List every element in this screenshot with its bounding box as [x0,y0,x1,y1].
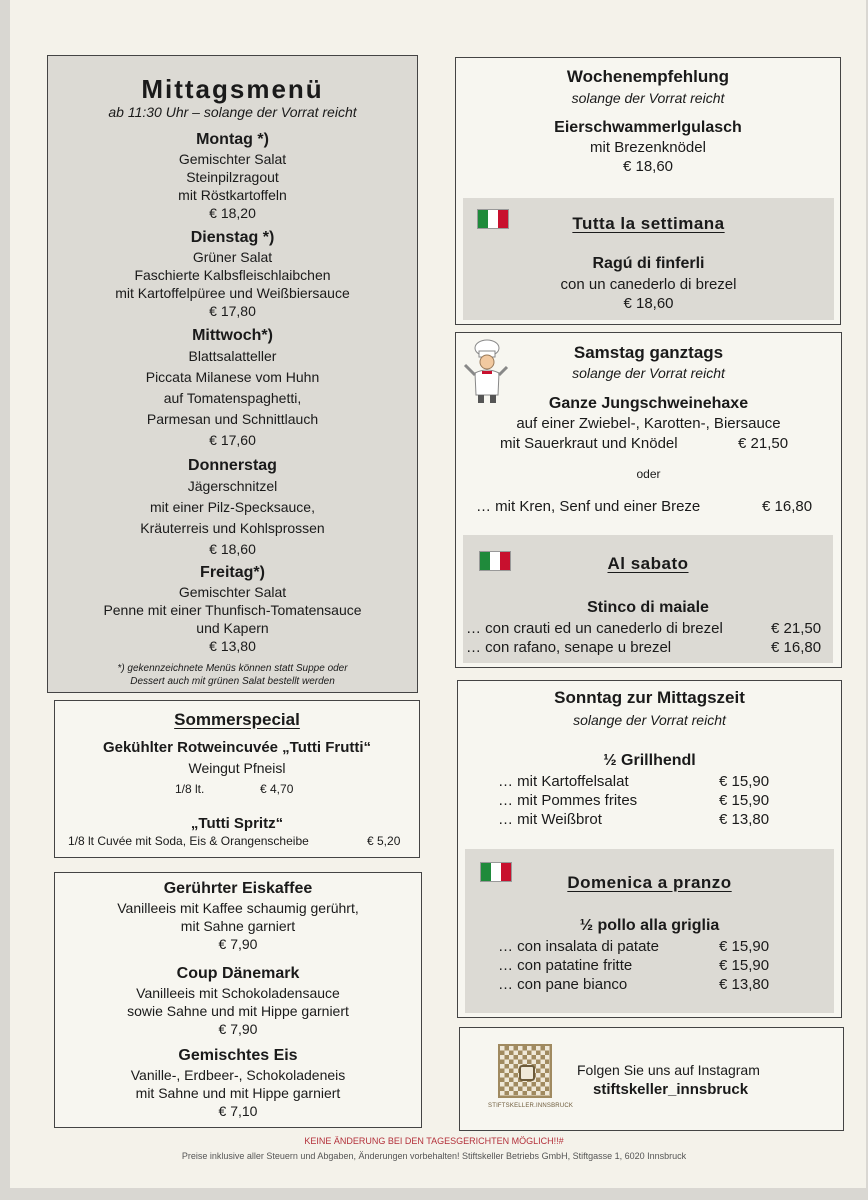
woche-it-price: € 18,60 [623,295,674,312]
sonntag-it-title: Domenica a pranzo [567,873,732,892]
woche-title: Wochenempfehlung [566,67,730,86]
dish-line: Penne mit einer Thunfisch-Tomatensauce [103,602,362,618]
dessert-line: Vanilleeis mit Kaffee schaumig gerührt, [117,900,359,916]
sonntag-it-dish: ½ pollo alla griglia [579,917,720,934]
instagram-handle[interactable]: stiftskeller_innsbruck [593,1081,749,1098]
menu-day-monday [48,130,417,222]
mittagsmenu-box [47,55,418,693]
dish-line: mit einer Pilz-Specksauce, [150,499,315,515]
sonntag-it-item-price: € 15,90 [719,957,770,974]
sommerspecial-box [54,700,420,858]
sonntag-it-item-label: … con insalata di patate [498,938,659,955]
sonntag-title: Sonntag zur Mittagszeit [554,688,745,707]
sonntag-item-label: … mit Kartoffelsalat [498,773,629,790]
woche-dish: Eierschwammerlgulasch [554,119,742,136]
sonntag-italian-panel [465,849,834,1013]
sonntag-dish: ½ Grillhendl [603,752,696,769]
menu-day-thursday [48,456,417,560]
woche-side: mit Brezenknödel [590,139,706,156]
spritz-price: € 5,20 [367,834,401,848]
footer-warning: KEINE ÄNDERUNG BEI DEN TAGESGERICHTEN MÖGLICH!!# [304,1136,564,1146]
samstag-price2: € 16,80 [762,498,813,515]
menu-day-wednesday [48,326,417,451]
dessert-item [55,964,421,1038]
dessert-line: Vanille-, Erdbeer-, Schokoladeneis [130,1067,346,1083]
day-label: Freitag*) [200,564,265,581]
woche-it-dish: Ragú di finferli [592,255,705,272]
dessert-name: Gemischtes Eis [178,1047,298,1064]
qr-code[interactable] [498,1044,552,1098]
dessert-price: € 7,90 [218,1021,258,1037]
samstag-it-line2: … con rafano, senape u brezel [466,639,672,656]
dessert-item [55,1046,421,1120]
dessert-line: mit Sahne garniert [180,918,296,934]
dish-line: auf Tomatenspaghetti, [163,390,302,406]
dish-line: Steinpilzragout [186,169,279,185]
samstag-title: Samstag ganztags [573,343,724,362]
dish-line: Blattsalatteller [188,348,277,364]
footer-legal: Preise inklusive aller Steuern und Abgaben, Änderungen vorbehalten! Stiftskeller Betriebs GmbH, Stiftgasse 1, 6020 Innsbruck [181,1151,687,1161]
samstag-it-line1: … con crauti ed un canederlo di brezel [466,620,723,637]
dessert-line: Vanilleeis mit Schokoladensauce [136,985,340,1001]
samstag-it-dish: Stinco di maiale [587,599,709,616]
woche-it-side: con un canederlo di brezel [560,276,737,293]
dish-line: Kräuterreis und Kohlsprossen [140,520,325,536]
dish-line: mit Kartoffelpüree und Weißbiersauce [115,285,350,301]
day-label: Donnerstag [188,457,277,474]
dessert-price: € 7,10 [218,1103,258,1119]
sonntag-item-label: … mit Pommes frites [498,792,638,809]
dessert-line: mit Sahne und mit Hippe garniert [135,1085,341,1101]
samstag-it-price1: € 21,50 [771,620,822,637]
sonntag-it-item-label: … con pane bianco [498,976,628,993]
dish-line: Grüner Salat [192,249,273,265]
samstag-subtitle: solange der Vorrat reicht [572,365,725,381]
dessert-name: Gerührter Eiskaffee [163,880,313,897]
dish-line: Faschierte Kalbsfleischlaibchen [134,267,331,283]
samstag-italian-panel [463,535,833,663]
sonntag-item-price: € 15,90 [719,773,770,790]
samstag-dish: Ganze Jungschweinehaxe [548,395,749,412]
sonntag-it-item-label: … con patatine fritte [498,957,633,974]
wochenempfehlung-box [455,57,841,325]
mittag-title: Mittagsmenü [141,74,324,104]
dish-line: mit Röstkartoffeln [178,187,287,203]
dish-line: Gemischter Salat [178,584,287,600]
menu-day-friday [48,563,417,655]
samstag-oder: oder [636,467,661,481]
spritz-desc: 1/8 lt Cuvée mit Soda, Eis & Orangenscheibe [68,834,309,848]
sonntag-subtitle: solange der Vorrat reicht [573,712,726,728]
woche-it-title: Tutta la settimana [572,214,725,233]
samstag-line1: auf einer Zwiebel-, Karotten-, Biersauce [516,415,781,432]
dish-line: und Kapern [196,620,269,636]
sonntag-item-price: € 13,80 [719,811,770,828]
sonntag-it-item-price: € 15,90 [719,938,770,955]
dish-line: Parmesan und Schnittlauch [146,411,319,427]
woche-subtitle: solange der Vorrat reicht [571,90,725,106]
samstag-box [455,332,842,668]
wine-quantity: 1/8 lt. [175,782,205,796]
dish-price: € 18,20 [209,205,256,221]
dessert-price: € 7,90 [218,936,258,952]
day-label: Mittwoch*) [192,327,273,344]
dish-price: € 13,80 [209,638,256,654]
sommer-title: Sommerspecial [174,710,300,729]
woche-price: € 18,60 [622,158,674,175]
wine-price: € 4,70 [260,782,294,796]
woche-italian-panel [463,198,834,320]
dessert-item [55,879,421,953]
samstag-line2: mit Sauerkraut und Knödel [500,435,678,452]
sonntag-item-label: … mit Weißbrot [498,811,602,828]
mittag-subtitle: ab 11:30 Uhr – solange der Vorrat reicht [108,104,357,120]
day-label: Montag *) [196,131,269,148]
wine-name: Gekühlter Rotweincuvée „Tutti Frutti“ [102,739,372,756]
qr-caption: STIFTSKELLER.INNSBRUCK [488,1103,574,1109]
dish-line: Gemischter Salat [178,151,287,167]
footnote-line: Dessert auch mit grünen Salat bestellt werden [130,676,335,687]
winery: Weingut Pfneisl [188,760,286,776]
instagram-follow-text: Folgen Sie uns auf Instagram [577,1062,760,1078]
footnote [48,662,417,688]
dessert-line: sowie Sahne und mit Hippe garniert [127,1003,349,1019]
sonntag-item-price: € 15,90 [719,792,770,809]
dish-price: € 18,60 [209,541,256,557]
samstag-price1: € 21,50 [738,435,789,452]
dish-line: Piccata Milanese vom Huhn [145,369,320,385]
spritz-name: „Tutti Spritz“ [190,815,284,832]
sonntag-box [457,680,842,1018]
samstag-it-title: Al sabato [607,554,689,573]
dish-price: € 17,80 [209,303,256,319]
instagram-icon [519,1065,535,1081]
dessert-name: Coup Dänemark [176,965,300,982]
day-label: Dienstag *) [190,229,275,246]
dish-price: € 17,60 [209,432,256,448]
samstag-it-price2: € 16,80 [771,639,822,656]
samstag-line3: … mit Kren, Senf und einer Breze [476,498,701,515]
instagram-box [459,1027,844,1131]
footnote-line: *) gekennzeichnete Menüs können statt Suppe oder [117,663,348,674]
menu-day-tuesday [48,228,417,320]
dish-line: Jägerschnitzel [187,478,278,494]
sonntag-it-item-price: € 13,80 [719,976,770,993]
dessert-box [54,872,422,1128]
